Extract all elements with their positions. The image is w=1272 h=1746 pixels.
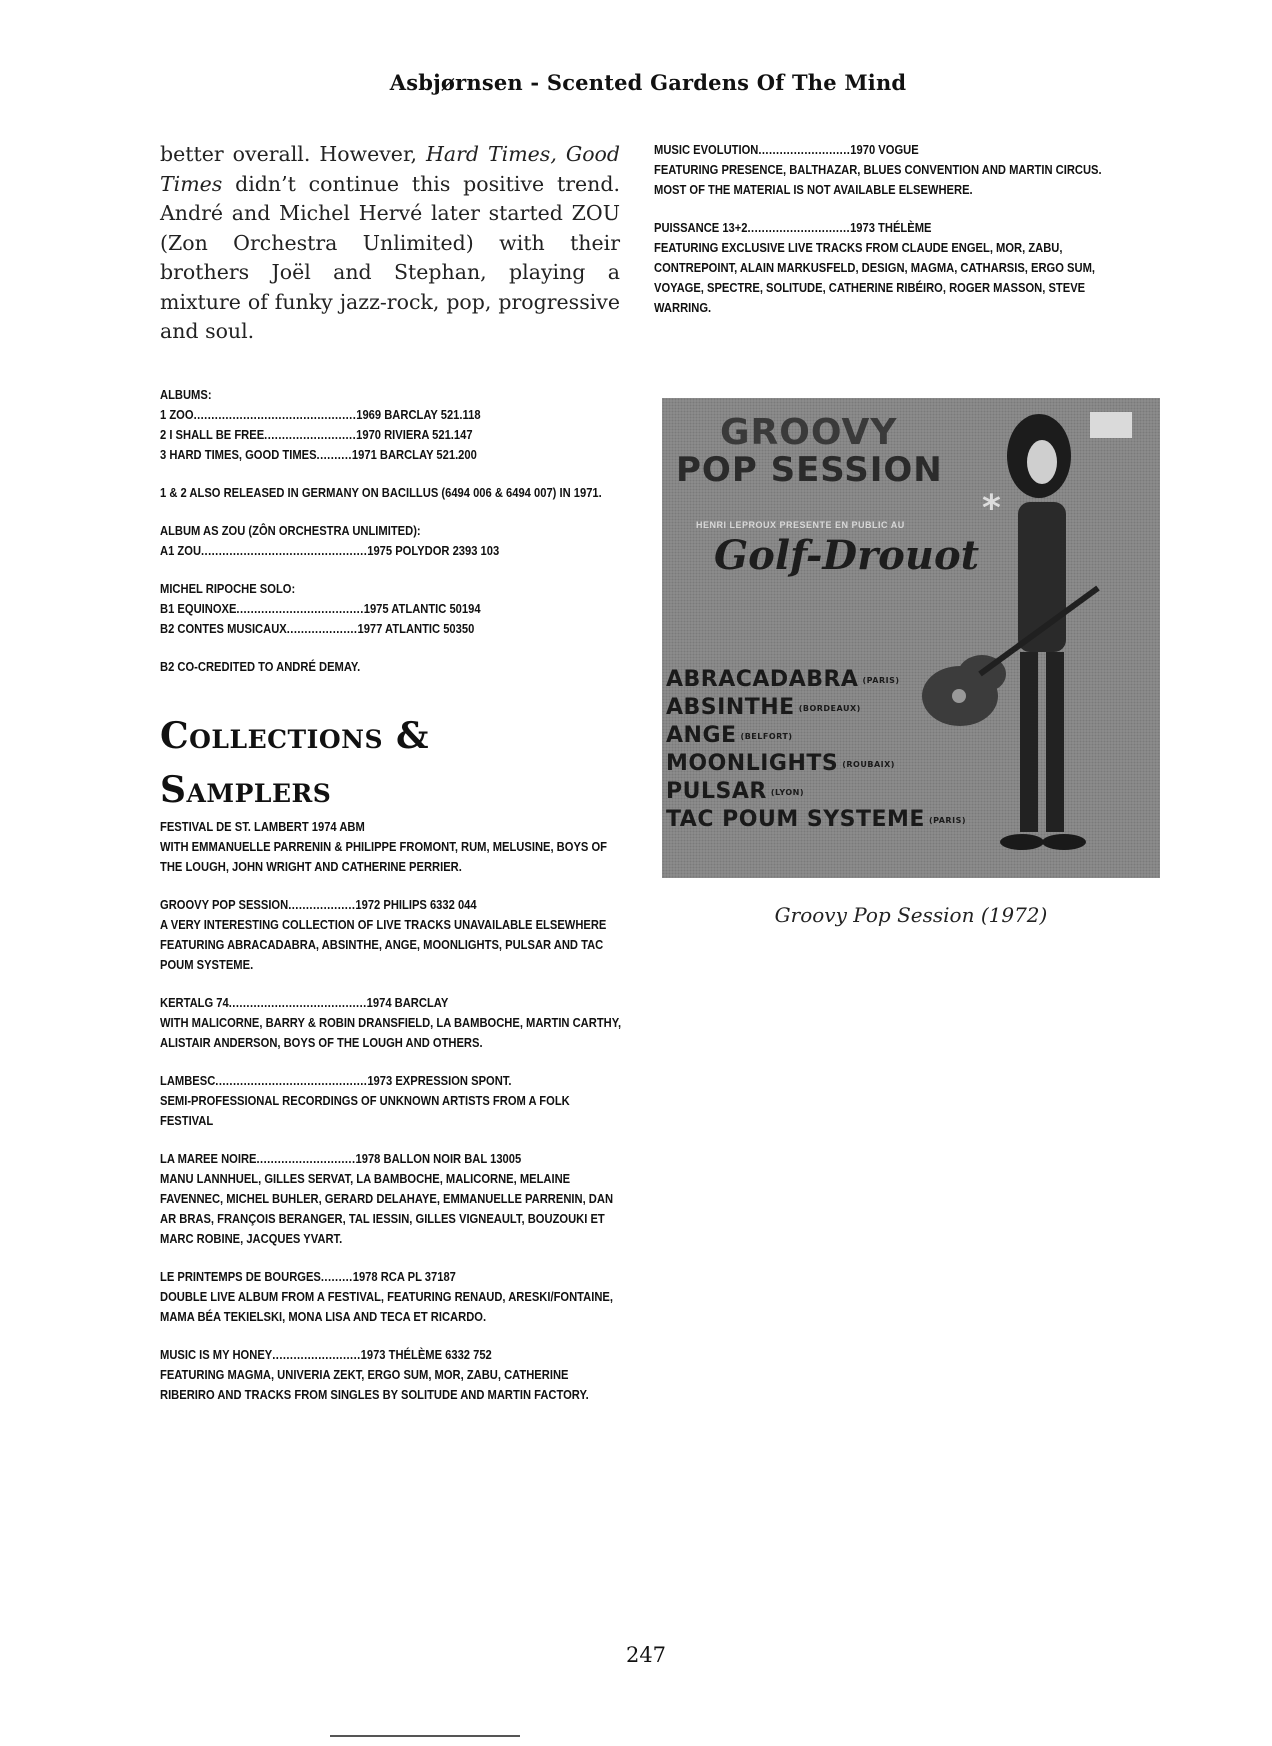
collection-entry	[160, 993, 624, 1053]
collection-entry	[160, 1149, 624, 1249]
collection-entry-description: SEMI-PROFESSIONAL RECORDINGS OF UNKNOWN ARTISTS FROM A FOLK FESTIVAL	[160, 1092, 570, 1128]
discography-row: B2 CONTES MUSICAUX....................1977 ATLANTIC 50350	[160, 620, 475, 636]
collection-entry-title: KERTALG 74.......................................1974 BARCLAY	[160, 994, 449, 1010]
collection-entry-description: DOUBLE LIVE ALBUM FROM A FESTIVAL, FEATURING RENAUD, ARESKI/FONTAINE, MAMA BÉA TEKIELSKI, MONA LISA AND TECA ET RICARDO.	[160, 1288, 613, 1324]
album-title-italic: Hard Times, Good Times	[160, 142, 621, 196]
cover-band-list	[666, 666, 966, 834]
collection-entry-title: LE PRINTEMPS DE BOURGES.........1978 RCA PL 37187	[160, 1268, 456, 1284]
cover-band: TAC POUM SYSTEME (PARIS)	[666, 807, 966, 832]
discography-row: 2 I SHALL BE FREE..........................1970 RIVIERA 521.147	[160, 426, 473, 442]
collections-list	[160, 817, 624, 1405]
collection-entry-title: GROOVY POP SESSION...................1972 PHILIPS 6332 044	[160, 896, 477, 912]
collection-entry-description: MANU LANNHUEL, GILLES SERVAT, LA BAMBOCHE, MALICORNE, MELAINE FAVENNEC, MICHEL BUHLER, GERARD DELAHAYE, EMMANUELLE PARRENIN, DAN AR BRAS, FRANÇOIS BERANGER, TAL IESSIN, GILLES VIGNEAULT, BOUZOUKI ET MARC ROBINE, JACQUES YVART.	[160, 1170, 614, 1246]
collection-entry-title: MUSIC IS MY HONEY.........................1973 THÉLÈME 6332 752	[160, 1346, 492, 1362]
collection-entry	[160, 1267, 624, 1327]
running-header-title: Asbjørnsen - Scented Gardens Of The Mind	[389, 70, 907, 95]
discography-row: 1 ZOO..............................................1969 BARCLAY 521.118	[160, 406, 481, 422]
albums-note: 1 & 2 ALSO RELEASED IN GERMANY ON BACILLUS (6494 006 & 6494 007) IN 1971.	[160, 484, 602, 500]
cover-band: ABRACADABRA (PARIS)	[666, 667, 900, 692]
footer-rule	[330, 1735, 520, 1737]
collection-entry-description: WITH MALICORNE, BARRY & ROBIN DRANSFIELD, LA BAMBOCHE, MARTIN CARTHY, ALISTAIR ANDERSON, BOYS OF THE LOUGH AND OTHERS.	[160, 1014, 622, 1050]
collection-entry-title: LA MAREE NOIRE............................1978 BALLON NOIR BAL 13005	[160, 1150, 522, 1166]
collection-entry	[654, 218, 1118, 318]
albums-heading: ALBUMS:	[160, 386, 212, 402]
cover-title-line2: POP SESSION	[676, 450, 943, 490]
cover-band: ANGE (BELFORT)	[666, 723, 793, 748]
collection-entry-description: FEATURING MAGMA, UNIVERIA ZEKT, ERGO SUM, MOR, ZABU, CATHERINE RIBERIRO AND TRACKS FROM SINGLES BY SOLITUDE AND MARTIN FACTORY.	[160, 1366, 589, 1402]
intro-paragraph: better overall. However, Hard Times, Good Times didn’t continue this positive trend. André and Michel Hervé later started ZOU (Zon Orchestra Unlimited) with their brothers Joël and Stephan, playing a mixture of funky jazz-rock, pop, progressive and soul.	[160, 142, 621, 343]
collection-entry-description: FEATURING EXCLUSIVE LIVE TRACKS FROM CLAUDE ENGEL, MOR, ZABU, CONTREPOINT, ALAIN MARKUSFELD, DESIGN, MAGMA, CATHARSIS, ERGO SUM, VOYAGE, SPECTRE, SOLITUDE, CATHERINE RIBÉIRO, ROGER MASSON, STEVE WARRING.	[654, 240, 1096, 315]
ripoche-heading: MICHEL RIPOCHE SOLO:	[160, 580, 296, 596]
collection-entry-title: MUSIC EVOLUTION..........................1970 VOGUE	[654, 142, 919, 157]
discography-row: A1 ZOU...............................................1975 POLYDOR 2393 103	[160, 542, 500, 558]
collection-entry	[160, 1071, 624, 1131]
running-header	[0, 70, 1272, 95]
page-number: 247	[625, 1643, 667, 1667]
figure-caption: Groovy Pop Session (1972)	[774, 903, 1048, 927]
collection-entry	[654, 140, 1118, 200]
collection-entry	[160, 895, 624, 975]
cover-venue: Golf-Drouot	[714, 532, 980, 579]
section-title: Collections & Samplers	[160, 714, 430, 811]
collection-entry-description: FEATURING PRESENCE, BALTHAZAR, BLUES CONVENTION AND MARTIN CIRCUS. MOST OF THE MATERIAL IS NOT AVAILABLE ELSEWHERE.	[654, 162, 1102, 197]
cover-band: PULSAR (LYON)	[666, 779, 804, 804]
collection-entry	[160, 817, 624, 877]
ripoche-note: B2 CO-CREDITED TO ANDRÉ DEMAY.	[160, 658, 361, 674]
albums-discography	[160, 385, 624, 677]
cover-title-line1: GROOVY	[720, 412, 898, 453]
svg-text:*: *	[982, 488, 1001, 529]
right-column	[654, 140, 1124, 336]
collection-entry-description: A VERY INTERESTING COLLECTION OF LIVE TRACKS UNAVAILABLE ELSEWHERE FEATURING ABRACADABRA, ABSINTHE, ANGE, MOONLIGHTS, PULSAR AND TAC POUM SYSTEME.	[160, 916, 607, 972]
collection-entry	[160, 1345, 624, 1405]
collection-entry-description: WITH EMMANUELLE PARRENIN & PHILIPPE FROMONT, RUM, MELUSINE, BOYS OF THE LOUGH, JOHN WRIGHT AND CATHERINE PERRIER.	[160, 838, 607, 874]
left-column	[160, 140, 620, 1423]
collection-entry-title: PUISSANCE 13+2.............................1973 THÉLÈME	[654, 220, 932, 235]
cover-subtitle: HENRI LEPROUX PRESENTE EN PUBLIC AU	[696, 520, 905, 530]
cover-band: MOONLIGHTS (ROUBAIX)	[666, 751, 895, 776]
discography-row: 3 HARD TIMES, GOOD TIMES..........1971 BARCLAY 521.200	[160, 446, 477, 462]
cover-band: ABSINTHE (BORDEAUX)	[666, 695, 861, 720]
collection-entry-title: FESTIVAL DE ST. LAMBERT 1974 ABM	[160, 818, 365, 834]
album-cover-image	[662, 398, 1160, 878]
discography-row: B1 EQUINOXE....................................1975 ATLANTIC 50194	[160, 600, 481, 616]
collection-entry-title: LAMBESC...........................................1973 EXPRESSION SPONT.	[160, 1072, 512, 1088]
right-collections-list	[654, 140, 1118, 318]
zou-heading: ALBUM AS ZOU (ZÔN ORCHESTRA UNLIMITED):	[160, 522, 421, 538]
